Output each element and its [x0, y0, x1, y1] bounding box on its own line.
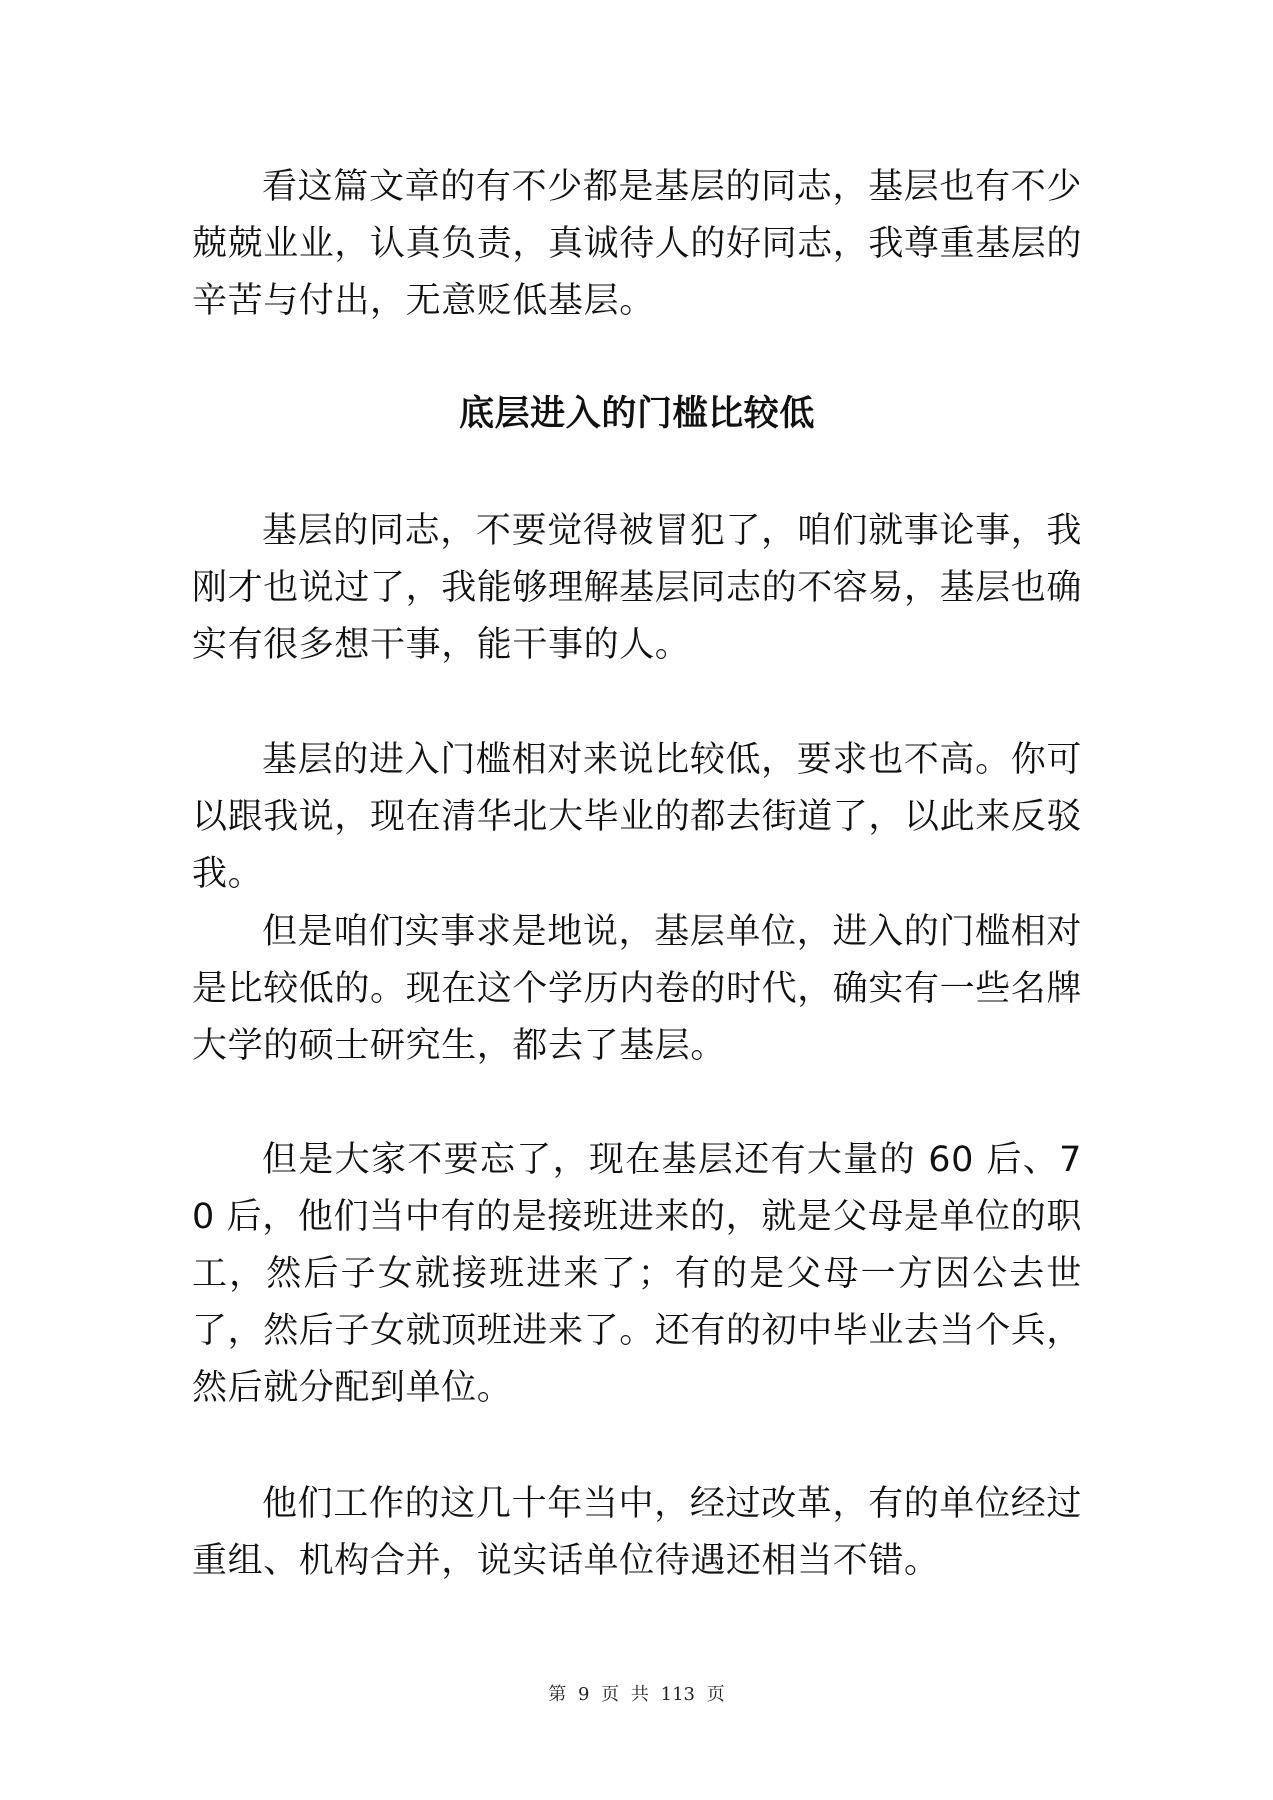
section-heading: 底层进入的门槛比较低: [458, 394, 815, 434]
paragraph-2: 基层的同志，不要觉得被冒犯了，咱们就事论事，我刚才也说过了，我能够理解基层同志的不容易，基层也确实有很多想干事，能干事的人。: [192, 511, 1083, 665]
paragraph-6: 他们工作的这几十年当中，经过改革，有的单位经过重组、机构合并，说实话单位待遇还相当不错。: [192, 1484, 1082, 1581]
paragraph-3: 基层的进入门槛相对来说比较低，要求也不高。你可以跟我说，现在清华北大毕业的都去街道了，以此来反驳我。: [192, 740, 1083, 894]
page-number-footer: 第 9 页 共 113 页: [548, 1684, 725, 1705]
paragraph-4: 但是咱们实事求是地说，基层单位，进入的门槛相对是比较低的。现在这个学历内卷的时代，确实有一些名牌大学的硕士研究生，都去了基层。: [192, 912, 1083, 1066]
paragraph-1: 看这篇文章的有不少都是基层的同志，基层也有不少兢兢业业，认真负责，真诚待人的好同志，我尊重基层的辛苦与付出，无意贬低基层。: [192, 167, 1083, 321]
paragraph-5: 但是大家不要忘了，现在基层还有大量的 60 后、70 后，他们当中有的是接班进来的，就是父母是单位的职工，然后子女就接班进来了；有的是父母一方因公去世了，然后子女就顶班进来了。还有的初中毕业去当个兵，然后就分配到单位。: [192, 1140, 1083, 1408]
